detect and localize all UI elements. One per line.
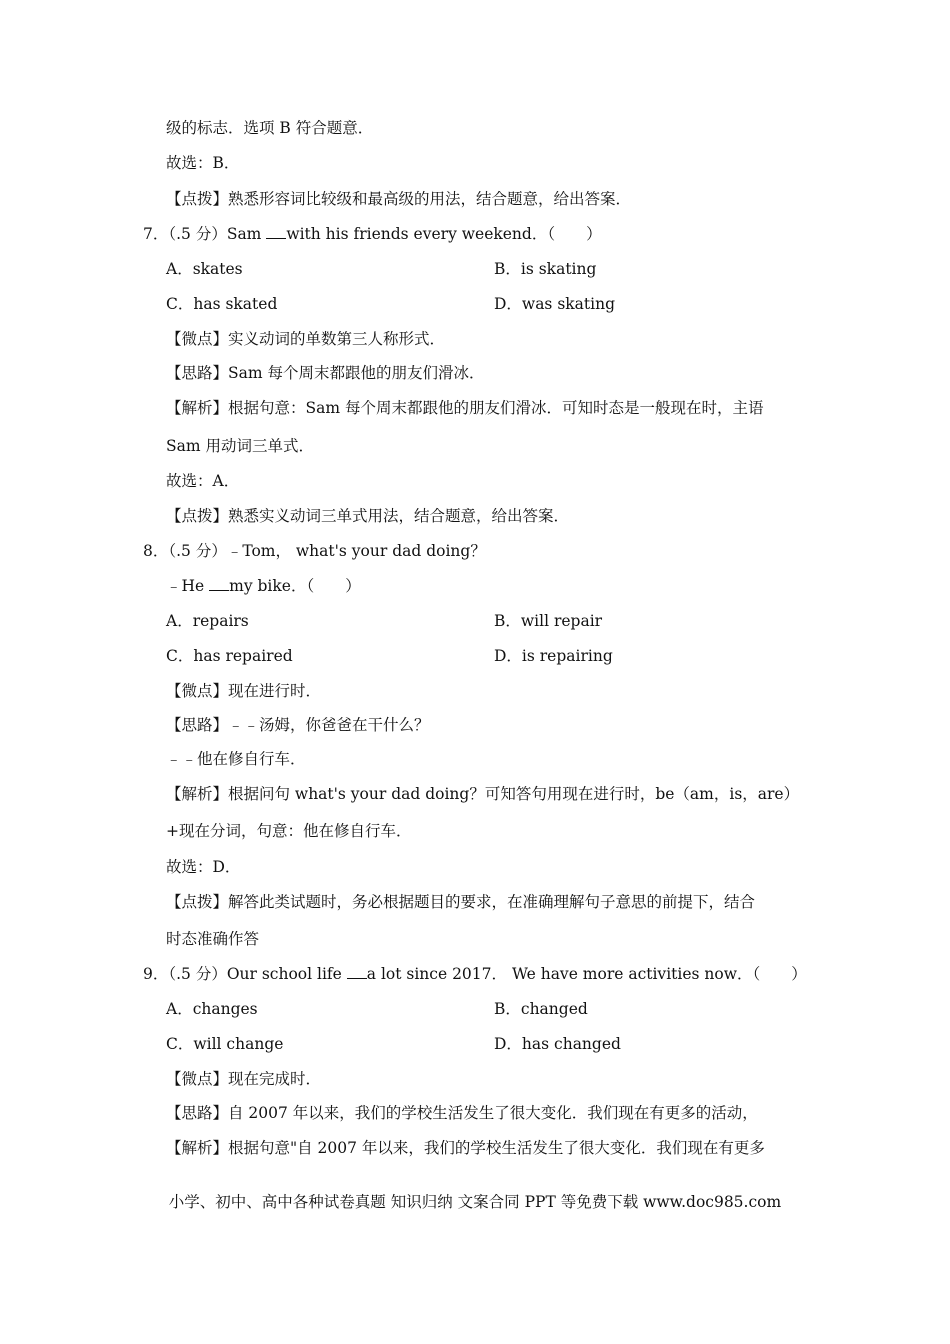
option-d: D．has changed (494, 1035, 621, 1053)
analysis-text-cont: +现在分词，句意：他在修自行车． (166, 822, 412, 840)
question-7: 7．（.5 分）Sam with his friends every weekend．（ ） (143, 225, 602, 243)
answer-choice: 故选：D． (166, 858, 241, 876)
idea-text: 【思路】﹣﹣汤姆，你爸爸在干什么？ (166, 716, 430, 734)
page-footer: 小学、初中、高中各种试卷真题 知识归纳 文案合同 PPT 等免费下载 www.doc985.com (168, 1193, 782, 1211)
option-b: B．will repair (494, 612, 603, 630)
point-text: 【微点】现在进行时． (166, 682, 322, 700)
question-9: 9．（.5 分）Our school life a lot since 2017． We have more activities now．（ ） (143, 965, 807, 983)
option-a: A．changes (166, 1000, 258, 1018)
answer-blank (209, 576, 229, 591)
tip-text: 【点拨】解答此类试题时，务必根据题目的要求，在准确理解句子意思的前提下，结合 (166, 893, 756, 911)
question-8: 8．（.5 分）﹣Tom， what's your dad doing？ (143, 542, 486, 560)
option-d: D．was skating (494, 295, 615, 313)
answer-blank (266, 224, 286, 239)
analysis-text: 【解析】根据句意"自 2007 年以来，我们的学校生活发生了很大变化．我们现在有更多 (166, 1139, 765, 1157)
analysis-text: 【解析】根据句意：Sam 每个周末都跟他的朋友们滑冰．可知时态是一般现在时，主语 (166, 399, 764, 417)
idea-text: 【思路】Sam 每个周末都跟他的朋友们滑冰． (166, 364, 485, 382)
tip-text: 【点拨】熟悉形容词比较级和最高级的用法，结合题意，给出答案． (166, 190, 632, 208)
option-b: B．changed (494, 1000, 588, 1018)
option-a: A．repairs (166, 612, 249, 630)
idea-text: 【思路】自 2007 年以来，我们的学校生活发生了很大变化．我们现在有更多的活动， (166, 1104, 758, 1122)
tip-text-cont: 时态准确作答 (166, 930, 260, 948)
answer-choice: 故选：A． (166, 472, 240, 490)
point-text: 【微点】现在完成时． (166, 1070, 322, 1088)
option-a: A．skates (166, 260, 243, 278)
answer-text: 级的标志．选项 B 符合题意． (166, 119, 374, 137)
option-d: D．is repairing (494, 647, 613, 665)
point-text: 【微点】实义动词的单数第三人称形式． (166, 330, 446, 348)
option-c: C．has repaired (166, 647, 293, 665)
analysis-text-cont: Sam 用动词三单式． (166, 437, 314, 455)
question-8-reply: ﹣He my bike．（ ） (166, 577, 361, 595)
idea-text-cont: ﹣﹣他在修自行车． (166, 750, 306, 768)
answer-blank (347, 964, 367, 979)
option-c: C．has skated (166, 295, 278, 313)
option-b: B．is skating (494, 260, 597, 278)
answer-choice: 故选：B． (166, 154, 240, 172)
option-c: C．will change (166, 1035, 284, 1053)
tip-text: 【点拨】熟悉实义动词三单式用法，结合题意，给出答案． (166, 507, 570, 525)
analysis-text: 【解析】根据问句 what's your dad doing？可知答句用现在进行时，be（am，is，are） (166, 785, 800, 803)
